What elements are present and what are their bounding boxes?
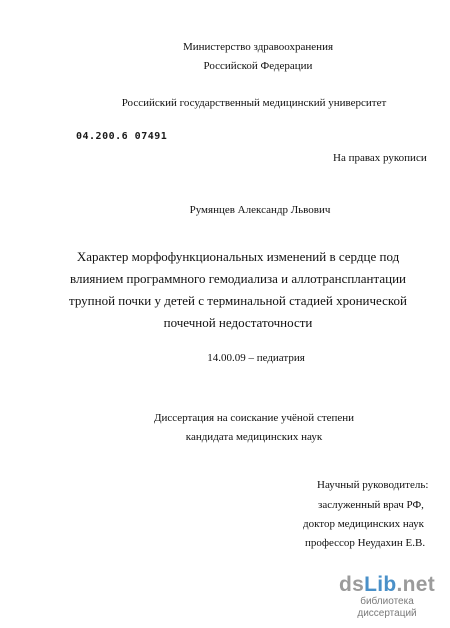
university-name: Российский государственный медицинский университет xyxy=(121,97,387,109)
ministry-line-2: Российской Федерации xyxy=(203,60,313,72)
dissertation-title-line-4: почечной недостаточности xyxy=(163,315,313,330)
manuscript-rights-note: На правах рукописи xyxy=(333,152,427,164)
degree-line-1: Диссертация на соискание учёной степени xyxy=(153,412,355,424)
author-name: Румянцев Александр Львович xyxy=(189,204,331,216)
supervisor-label: Научный руководитель: xyxy=(317,479,429,491)
registration-stamp: 04.200.6 07491 xyxy=(76,131,168,142)
supervisor-degree: доктор медицинских наук xyxy=(303,518,424,530)
ministry-line-1: Министерство здравоохранения xyxy=(182,41,334,53)
dslib-subtitle: библиотека диссертаций xyxy=(357,596,417,619)
degree-line-2: кандидата медицинских наук xyxy=(185,431,323,443)
dslib-logo: dsLib.net xyxy=(338,573,436,596)
supervisor-title: заслуженный врач РФ, xyxy=(318,499,424,511)
dissertation-title-line-2: влиянием программного гемодиализа и аллотрансплантации xyxy=(69,271,407,286)
specialty-code: 14.00.09 – педиатрия xyxy=(207,352,305,364)
supervisor-name: профессор Неудахин Е.В. xyxy=(305,537,426,549)
dissertation-title-line-3: трупной почки у детей с терминальной стадией хронической xyxy=(69,293,407,308)
dslib-watermark xyxy=(334,574,440,620)
dissertation-title-line-1: Характер морфофункциональных изменений в сердце под xyxy=(76,249,400,264)
